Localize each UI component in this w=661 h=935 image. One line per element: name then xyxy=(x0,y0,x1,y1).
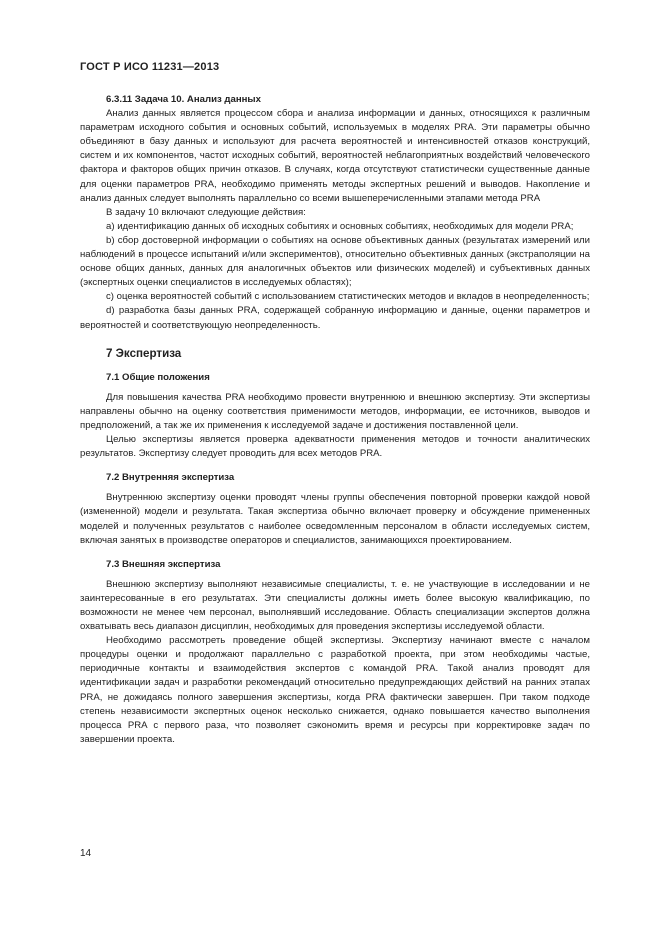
section-7-1-heading: 7.1 Общие положения xyxy=(106,371,210,383)
section-7-heading: 7 Экспертиза xyxy=(106,346,182,360)
section-7-1-paragraph-1: Для повышения качества PRA необходимо провести внутреннюю и внешнюю экспертизу. Эти экспертизы направлены обычно на оценку соответствия применимости методов, информации, ее источников, выводов и предположений, а так же их применения к исследуемой задаче и достижения поставленной цели. xyxy=(80,391,590,431)
page-content xyxy=(80,93,590,747)
list-item-b: b) сбор достоверной информации о событиях на основе объективных данных (результатах измерений или наблюдений в процессе испытаний и/или экспериментов), относительно объективных данных (экстраполяции на основе общих данных, данных для аналогичных объектов или физических моделей) и субъективных данных (экспертных оценки специалистов в исследуемых областях); xyxy=(80,234,590,289)
list-item-a: а) идентификацию данных об исходных событиях и основных событиях, необходимых для модели PRA; xyxy=(106,220,574,232)
section-7-1-paragraph-2: Целью экспертизы является проверка адекватности применения методов и точности аналитических результатов. Экспертизу следует проводить для всех методов PRA. xyxy=(80,434,590,460)
standard-header: ГОСТ Р ИСО 11231—2013 xyxy=(80,61,220,73)
section-6-3-11-paragraph-2: В задачу 10 включают следующие действия: xyxy=(106,206,306,218)
section-7-2-paragraph-1: Внутреннюю экспертизу оценки проводят члены группы обеспечения повторной проверки каждой новой (измененной) модели и результата. Такая экспертиза обычно включает проверку и обсуждение примененных моделей и полученных результатов с наиболее осведомленным персоналом в области исследуемых систем, включая занятых в производстве операторов и специалистов, занимающихся проектированием. xyxy=(80,492,590,546)
section-7-3-paragraph-1: Внешнюю экспертизу выполняют независимые специалисты, т. е. не участвующие в исследовании и не заинтересованные в его результатах. Эти специалисты должны иметь более высокую квалификацию, по возможности не менее чем персонал, выполнявший исследование. Область специализации экспертов должна охватывать весь диапазон дисциплин, необходимых для проведения экспертизы исследуемой области. xyxy=(80,578,590,633)
section-6-3-11-heading: 6.3.11 Задача 10. Анализ данных xyxy=(106,94,261,105)
section-6-3-11-paragraph-1: Анализ данных является процессом сбора и анализа информации и данных, относящихся к различным параметрам исходного события и основных событий, используемых в моделях PRA. Эти параметры обычно объединяют в базу данных и используют для расчета вероятностей и интенсивностей отказов конструкций, систем и их компонентов, частот исходных событий, вероятностей неблагоприятных воздействий человеческого фактора и факторов общих причин отказов. В случаях, когда отсутствуют статистически существенные данные для оценки параметров PRA, необходимо применять методы экспертных решений и выводов. Накопление и анализ данных следует выполнять параллельно со всеми вышеперечисленными этапами метода PRA xyxy=(80,108,590,204)
section-7-3-paragraph-2: Необходимо рассмотреть проведение общей экспертизы. Экспертизу начинают вместе с началом процедуры оценки и продолжают параллельно с разработкой проекта, при этом необходимы частые, периодичные контакты и взаимодействия экспертов с командой PRA. Такой анализ проводят для идентификации задач и разработки рекомендаций относительно предупреждающих действий на ранних этапах PRA, не дожидаясь полного завершения экспертизы, когда PRA фактически завершен. При таком подходе степень независимости экспертных оценок несколько снижается, однако повышается качество выполнения процесса PRA с первого раза, что позволяет сэкономить время и ресурсы при корректировке задач по завершении проекта. xyxy=(80,635,590,745)
section-7-3-heading: 7.3 Внешняя экспертиза xyxy=(106,558,221,570)
section-7-2-heading: 7.2 Внутренняя экспертиза xyxy=(106,472,235,484)
list-item-c: c) оценка вероятностей событий с использованием статистических методов и вкладов в неопределенность; xyxy=(106,291,590,303)
page-number: 14 xyxy=(80,848,92,859)
list-item-d: d) разработка базы данных PRA, содержащей собранную информацию и данные, оценки параметров и вероятностей и соответствующую неопределенность. xyxy=(80,305,590,331)
